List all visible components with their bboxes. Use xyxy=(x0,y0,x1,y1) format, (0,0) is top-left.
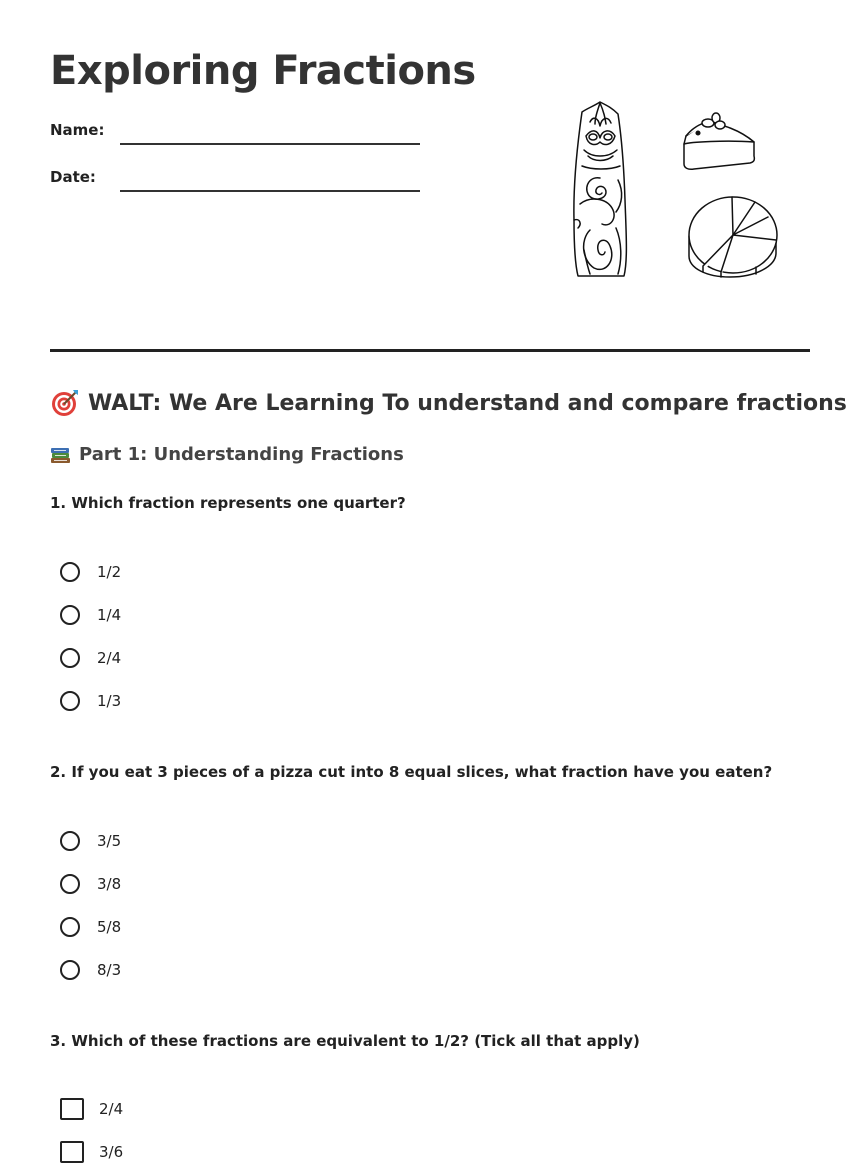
books-icon xyxy=(50,444,71,465)
name-field[interactable] xyxy=(120,143,420,145)
question-3: 3. Which of these fractions are equivalent to 1/2? (Tick all that apply) xyxy=(50,1032,640,1050)
radio-button[interactable] xyxy=(60,917,80,937)
q1-option-4[interactable] xyxy=(60,688,121,714)
q3-option-2[interactable] xyxy=(60,1139,123,1165)
option-label: 8/3 xyxy=(97,961,122,979)
q1-option-3[interactable] xyxy=(60,645,121,671)
q2-option-3[interactable] xyxy=(60,914,121,940)
target-icon xyxy=(50,388,80,418)
radio-button[interactable] xyxy=(60,562,80,582)
name-field-row xyxy=(50,116,420,146)
date-field[interactable] xyxy=(120,190,420,192)
cut-cake-icon xyxy=(689,197,777,277)
walt-heading xyxy=(50,388,847,418)
option-label: 1/2 xyxy=(97,563,122,581)
option-label: 3/5 xyxy=(97,832,122,850)
q1-option-2[interactable] xyxy=(60,602,121,628)
q2-option-2[interactable] xyxy=(60,871,121,897)
cake-slice-icon xyxy=(684,113,754,169)
radio-button[interactable] xyxy=(60,691,80,711)
radio-button[interactable] xyxy=(60,874,80,894)
page-title: Exploring Fractions xyxy=(50,48,476,94)
date-field-row xyxy=(50,163,420,193)
q3-option-1[interactable] xyxy=(60,1096,123,1122)
part-1-title: Part 1: Understanding Fractions xyxy=(79,444,404,465)
carved-pou-icon xyxy=(574,102,627,276)
radio-button[interactable] xyxy=(60,960,80,980)
question-1: 1. Which fraction represents one quarter? xyxy=(50,494,406,512)
section-divider xyxy=(50,349,810,352)
date-label: Date: xyxy=(50,168,96,186)
name-label: Name: xyxy=(50,121,105,139)
walt-text: WALT: We Are Learning To understand and compare fractions xyxy=(88,390,847,416)
option-label: 3/8 xyxy=(97,875,122,893)
fractions-illustration xyxy=(560,100,790,285)
radio-button[interactable] xyxy=(60,605,80,625)
option-label: 2/4 xyxy=(99,1100,124,1118)
q2-option-1[interactable] xyxy=(60,828,121,854)
checkbox[interactable] xyxy=(60,1141,84,1163)
radio-button[interactable] xyxy=(60,648,80,668)
question-2: 2. If you eat 3 pieces of a pizza cut into 8 equal slices, what fraction have you eaten? xyxy=(50,763,773,781)
option-label: 1/4 xyxy=(97,606,122,624)
part-1-heading xyxy=(50,444,404,465)
checkbox[interactable] xyxy=(60,1098,84,1120)
option-label: 3/6 xyxy=(99,1143,124,1161)
q1-option-1[interactable] xyxy=(60,559,121,585)
option-label: 5/8 xyxy=(97,918,122,936)
q2-option-4[interactable] xyxy=(60,957,121,983)
option-label: 2/4 xyxy=(97,649,122,667)
option-label: 1/3 xyxy=(97,692,122,710)
radio-button[interactable] xyxy=(60,831,80,851)
